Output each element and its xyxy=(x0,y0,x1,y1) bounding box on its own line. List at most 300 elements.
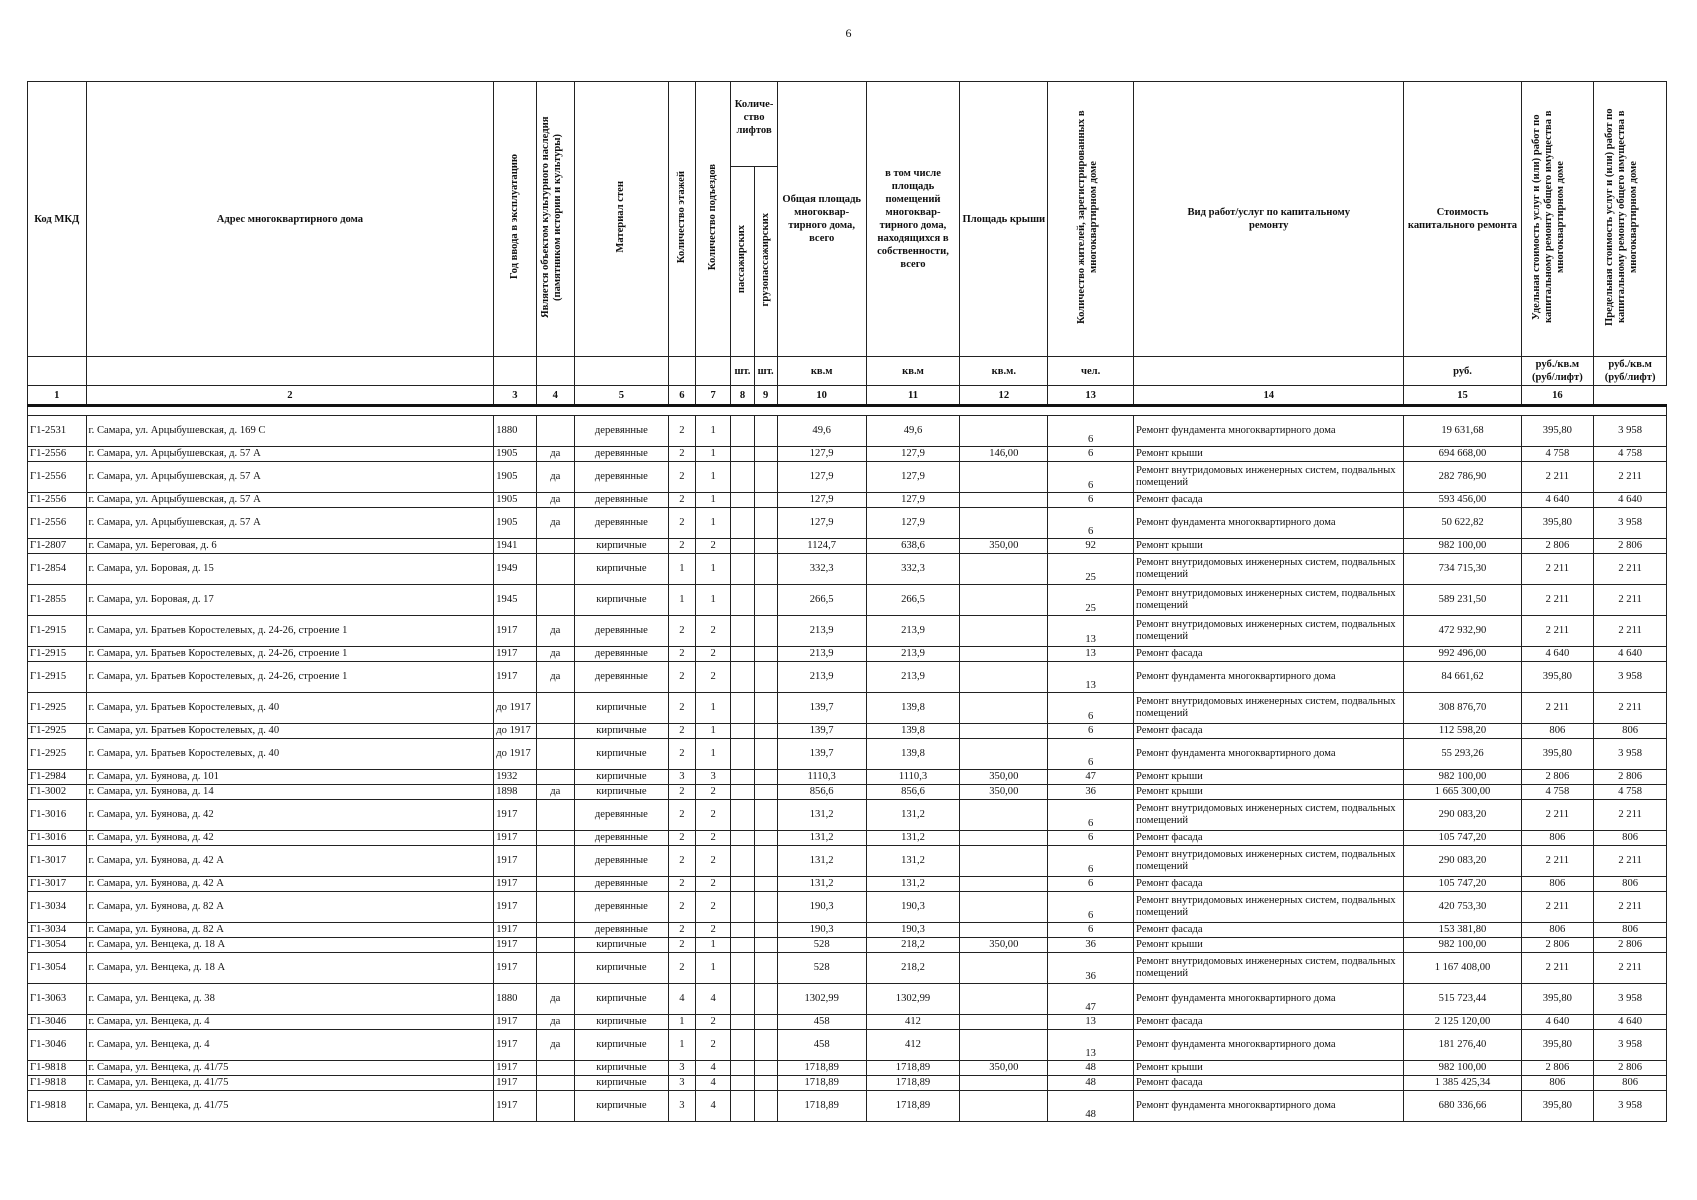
cell-material: кирпичные xyxy=(574,539,668,554)
header-roof-area: Площадь крыши xyxy=(960,82,1048,357)
cell-heritage: да xyxy=(536,493,574,508)
cell-unit-cost: 2 211 xyxy=(1521,585,1594,616)
cell-roof-area: 350,00 xyxy=(960,1061,1048,1076)
cell-lifts-cargo xyxy=(754,938,777,953)
cell-cost: 290 083,20 xyxy=(1404,800,1521,831)
cell-material: деревянные xyxy=(574,416,668,447)
cell-material: кирпичные xyxy=(574,770,668,785)
cell-code: Г1-2556 xyxy=(28,493,87,508)
cell-floors: 2 xyxy=(668,953,695,984)
table-row xyxy=(28,462,1667,493)
cell-code: Г1-2854 xyxy=(28,554,87,585)
cell-owned-area: 412 xyxy=(866,1030,960,1061)
cell-unit-cost: 4 640 xyxy=(1521,1015,1594,1030)
cell-total-area: 131,2 xyxy=(777,846,866,877)
column-number: 7 xyxy=(696,386,731,406)
column-number: 1 xyxy=(28,386,87,406)
column-number: 12 xyxy=(960,386,1048,406)
cell-lifts-cargo xyxy=(754,1091,777,1122)
cell-code: Г1-9818 xyxy=(28,1076,87,1091)
cell-lifts-pass xyxy=(731,938,754,953)
cell-max-cost: 2 211 xyxy=(1594,846,1667,877)
cell-residents: 6 xyxy=(1048,447,1134,462)
cell-lifts-cargo xyxy=(754,785,777,800)
cell-residents: 6 xyxy=(1048,462,1134,493)
header-year: Год ввода в эксплуатацию xyxy=(508,154,520,280)
cell-year: 1917 xyxy=(494,616,536,647)
cell-address: г. Самара, ул. Венцека, д. 4 xyxy=(86,1030,494,1061)
cell-total-area: 1718,89 xyxy=(777,1076,866,1091)
header-cost: Стоимость капитального ремонта xyxy=(1404,82,1521,357)
column-number: 2 xyxy=(86,386,494,406)
cell-material: кирпичные xyxy=(574,984,668,1015)
cell-year: 1917 xyxy=(494,647,536,662)
cell-floors: 2 xyxy=(668,923,695,938)
cell-cost: 472 932,90 xyxy=(1404,616,1521,647)
cell-max-cost: 2 806 xyxy=(1594,938,1667,953)
cell-roof-area xyxy=(960,877,1048,892)
cell-owned-area: 127,9 xyxy=(866,447,960,462)
cell-year: 1917 xyxy=(494,800,536,831)
cell-address: г. Самара, ул. Братьев Коростелевых, д. 24-26, строение 1 xyxy=(86,647,494,662)
cell-lifts-pass xyxy=(731,831,754,846)
cell-heritage xyxy=(536,1091,574,1122)
cell-entrances: 4 xyxy=(696,984,731,1015)
cell-owned-area: 127,9 xyxy=(866,493,960,508)
table-row xyxy=(28,616,1667,647)
cell-entrances: 2 xyxy=(696,662,731,693)
cell-unit-cost: 2 211 xyxy=(1521,462,1594,493)
cell-lifts-cargo xyxy=(754,508,777,539)
cell-lifts-pass xyxy=(731,616,754,647)
cell-max-cost: 2 211 xyxy=(1594,953,1667,984)
cell-total-area: 213,9 xyxy=(777,662,866,693)
table-row xyxy=(28,539,1667,554)
cell-code: Г1-3054 xyxy=(28,938,87,953)
cell-residents: 13 xyxy=(1048,662,1134,693)
cell-residents: 48 xyxy=(1048,1076,1134,1091)
cell-lifts-pass xyxy=(731,447,754,462)
cell-unit-cost: 806 xyxy=(1521,877,1594,892)
cell-unit-cost: 806 xyxy=(1521,1076,1594,1091)
cell-owned-area: 139,8 xyxy=(866,739,960,770)
unit-lifts-pass: шт. xyxy=(731,357,754,386)
cell-heritage: да xyxy=(536,1030,574,1061)
cell-work: Ремонт внутридомовых инженерных систем, подвальных помещений xyxy=(1134,892,1404,923)
cell-entrances: 1 xyxy=(696,585,731,616)
cell-floors: 2 xyxy=(668,785,695,800)
cell-lifts-cargo xyxy=(754,1061,777,1076)
cell-year: 1917 xyxy=(494,831,536,846)
table-body xyxy=(28,406,1667,1122)
cell-year: 1917 xyxy=(494,877,536,892)
cell-heritage xyxy=(536,554,574,585)
cell-cost: 1 167 408,00 xyxy=(1404,953,1521,984)
cell-lifts-pass xyxy=(731,693,754,724)
cell-year: 1905 xyxy=(494,508,536,539)
cell-cost: 515 723,44 xyxy=(1404,984,1521,1015)
cell-cost: 84 661,62 xyxy=(1404,662,1521,693)
cell-year: 1917 xyxy=(494,1061,536,1076)
cell-heritage: да xyxy=(536,447,574,462)
cell-roof-area xyxy=(960,846,1048,877)
cell-total-area: 127,9 xyxy=(777,462,866,493)
cell-address: г. Самара, ул. Братьев Коростелевых, д. 24-26, строение 1 xyxy=(86,662,494,693)
cell-roof-area: 146,00 xyxy=(960,447,1048,462)
cell-cost: 680 336,66 xyxy=(1404,1091,1521,1122)
cell-address: г. Самара, ул. Братьев Коростелевых, д. 40 xyxy=(86,693,494,724)
cell-residents: 13 xyxy=(1048,616,1134,647)
cell-max-cost: 2 211 xyxy=(1594,554,1667,585)
cell-owned-area: 1302,99 xyxy=(866,984,960,1015)
cell-unit-cost: 395,80 xyxy=(1521,984,1594,1015)
cell-lifts-cargo xyxy=(754,416,777,447)
cell-lifts-pass xyxy=(731,662,754,693)
cell-unit-cost: 806 xyxy=(1521,831,1594,846)
cell-entrances: 2 xyxy=(696,785,731,800)
cell-work: Ремонт фасада xyxy=(1134,493,1404,508)
cell-address: г. Самара, ул. Венцека, д. 4 xyxy=(86,1015,494,1030)
cell-entrances: 1 xyxy=(696,724,731,739)
cell-roof-area xyxy=(960,508,1048,539)
cell-lifts-pass xyxy=(731,493,754,508)
cell-year: 1880 xyxy=(494,416,536,447)
cell-heritage: да xyxy=(536,647,574,662)
cell-residents: 6 xyxy=(1048,846,1134,877)
column-number: 8 xyxy=(731,386,754,406)
cell-lifts-pass xyxy=(731,647,754,662)
cell-lifts-pass xyxy=(731,539,754,554)
header-lifts: Количе-ство лифтов xyxy=(731,82,777,167)
page-number: 6 xyxy=(845,26,852,40)
table-row xyxy=(28,416,1667,447)
cell-roof-area xyxy=(960,1076,1048,1091)
cell-address: г. Самара, ул. Венцека, д. 41/75 xyxy=(86,1061,494,1076)
cell-code: Г1-2556 xyxy=(28,447,87,462)
cell-entrances: 2 xyxy=(696,616,731,647)
cell-owned-area: 190,3 xyxy=(866,892,960,923)
cell-address: г. Самара, ул. Боровая, д. 17 xyxy=(86,585,494,616)
cell-heritage xyxy=(536,846,574,877)
cell-roof-area xyxy=(960,1030,1048,1061)
cell-material: деревянные xyxy=(574,462,668,493)
cell-floors: 3 xyxy=(668,1076,695,1091)
cell-roof-area xyxy=(960,647,1048,662)
cell-floors: 2 xyxy=(668,447,695,462)
cell-residents: 6 xyxy=(1048,800,1134,831)
cell-year: 1932 xyxy=(494,770,536,785)
header-address: Адрес многоквартирного дома xyxy=(86,82,494,357)
cell-cost: 1 385 425,34 xyxy=(1404,1076,1521,1091)
cell-address: г. Самара, ул. Буянова, д. 82 А xyxy=(86,923,494,938)
cell-code: Г1-2915 xyxy=(28,616,87,647)
cell-work: Ремонт фундамента многоквартирного дома xyxy=(1134,1091,1404,1122)
unit-unit-cost: руб./кв.м (руб/лифт) xyxy=(1521,357,1594,386)
cell-address: г. Самара, ул. Венцека, д. 41/75 xyxy=(86,1076,494,1091)
cell-year: 1917 xyxy=(494,1076,536,1091)
cell-lifts-cargo xyxy=(754,1030,777,1061)
cell-lifts-pass xyxy=(731,785,754,800)
cell-floors: 2 xyxy=(668,938,695,953)
cell-work: Ремонт фасада xyxy=(1134,1076,1404,1091)
cell-entrances: 1 xyxy=(696,508,731,539)
cell-code: Г1-2556 xyxy=(28,508,87,539)
cell-lifts-pass xyxy=(731,846,754,877)
cell-material: кирпичные xyxy=(574,1061,668,1076)
cell-roof-area xyxy=(960,462,1048,493)
cell-heritage: да xyxy=(536,984,574,1015)
cell-heritage xyxy=(536,770,574,785)
cell-material: деревянные xyxy=(574,846,668,877)
cell-entrances: 2 xyxy=(696,539,731,554)
cell-heritage xyxy=(536,877,574,892)
cell-material: кирпичные xyxy=(574,1091,668,1122)
cell-unit-cost: 395,80 xyxy=(1521,508,1594,539)
cell-material: кирпичные xyxy=(574,585,668,616)
cell-address: г. Самара, ул. Буянова, д. 42 xyxy=(86,800,494,831)
cell-work: Ремонт крыши xyxy=(1134,447,1404,462)
cell-material: кирпичные xyxy=(574,554,668,585)
table-row xyxy=(28,662,1667,693)
cell-total-area: 1302,99 xyxy=(777,984,866,1015)
cell-cost: 2 125 120,00 xyxy=(1404,1015,1521,1030)
cell-unit-cost: 4 640 xyxy=(1521,647,1594,662)
cell-total-area: 266,5 xyxy=(777,585,866,616)
cell-material: деревянные xyxy=(574,447,668,462)
unit-residents: чел. xyxy=(1048,357,1134,386)
cell-material: кирпичные xyxy=(574,693,668,724)
cell-owned-area: 131,2 xyxy=(866,846,960,877)
cell-heritage xyxy=(536,739,574,770)
cell-residents: 13 xyxy=(1048,1030,1134,1061)
cell-total-area: 528 xyxy=(777,953,866,984)
cell-total-area: 458 xyxy=(777,1015,866,1030)
column-number: 3 xyxy=(494,386,536,406)
cell-owned-area: 856,6 xyxy=(866,785,960,800)
cell-owned-area: 213,9 xyxy=(866,616,960,647)
cell-entrances: 2 xyxy=(696,877,731,892)
cell-year: 1917 xyxy=(494,1030,536,1061)
cell-residents: 6 xyxy=(1048,739,1134,770)
cell-owned-area: 127,9 xyxy=(866,462,960,493)
cell-lifts-cargo xyxy=(754,1076,777,1091)
cell-residents: 13 xyxy=(1048,1015,1134,1030)
cell-cost: 694 668,00 xyxy=(1404,447,1521,462)
cell-max-cost: 2 211 xyxy=(1594,462,1667,493)
column-number: 6 xyxy=(668,386,695,406)
cell-heritage: да xyxy=(536,785,574,800)
column-number: 11 xyxy=(866,386,960,406)
cell-material: деревянные xyxy=(574,508,668,539)
cell-work: Ремонт крыши xyxy=(1134,938,1404,953)
cell-owned-area: 49,6 xyxy=(866,416,960,447)
cell-lifts-cargo xyxy=(754,462,777,493)
cell-lifts-pass xyxy=(731,800,754,831)
cell-year: 1917 xyxy=(494,923,536,938)
cell-lifts-cargo xyxy=(754,984,777,1015)
cell-lifts-cargo xyxy=(754,953,777,984)
cell-unit-cost: 4 640 xyxy=(1521,493,1594,508)
cell-address: г. Самара, ул. Буянова, д. 42 А xyxy=(86,846,494,877)
cell-lifts-cargo xyxy=(754,662,777,693)
cell-work: Ремонт внутридомовых инженерных систем, подвальных помещений xyxy=(1134,693,1404,724)
cell-max-cost: 3 958 xyxy=(1594,739,1667,770)
table-row xyxy=(28,1030,1667,1061)
cell-cost: 181 276,40 xyxy=(1404,1030,1521,1061)
cell-total-area: 127,9 xyxy=(777,447,866,462)
cell-material: кирпичные xyxy=(574,1030,668,1061)
table-row xyxy=(28,508,1667,539)
cell-work: Ремонт внутридомовых инженерных систем, подвальных помещений xyxy=(1134,846,1404,877)
cell-material: деревянные xyxy=(574,616,668,647)
cell-heritage xyxy=(536,539,574,554)
cell-floors: 3 xyxy=(668,1091,695,1122)
cell-code: Г1-3046 xyxy=(28,1015,87,1030)
cell-heritage xyxy=(536,416,574,447)
cell-owned-area: 1718,89 xyxy=(866,1076,960,1091)
cell-cost: 982 100,00 xyxy=(1404,539,1521,554)
cell-lifts-pass xyxy=(731,1091,754,1122)
cell-material: кирпичные xyxy=(574,724,668,739)
table-row xyxy=(28,846,1667,877)
cell-max-cost: 2 806 xyxy=(1594,1061,1667,1076)
cell-roof-area xyxy=(960,662,1048,693)
cell-lifts-pass xyxy=(731,953,754,984)
cell-unit-cost: 2 211 xyxy=(1521,892,1594,923)
cell-work: Ремонт внутридомовых инженерных систем, подвальных помещений xyxy=(1134,462,1404,493)
cell-roof-area xyxy=(960,724,1048,739)
cell-total-area: 1718,89 xyxy=(777,1091,866,1122)
cell-material: деревянные xyxy=(574,662,668,693)
cell-total-area: 213,9 xyxy=(777,616,866,647)
cell-work: Ремонт внутридомовых инженерных систем, подвальных помещений xyxy=(1134,616,1404,647)
cell-total-area: 458 xyxy=(777,1030,866,1061)
cell-material: кирпичные xyxy=(574,739,668,770)
cell-max-cost: 806 xyxy=(1594,923,1667,938)
cell-floors: 2 xyxy=(668,739,695,770)
table-row xyxy=(28,493,1667,508)
cell-max-cost: 4 758 xyxy=(1594,447,1667,462)
cell-residents: 6 xyxy=(1048,508,1134,539)
cell-address: г. Самара, ул. Братьев Коростелевых, д. 40 xyxy=(86,724,494,739)
cell-lifts-pass xyxy=(731,770,754,785)
cell-material: деревянные xyxy=(574,647,668,662)
cell-work: Ремонт внутридомовых инженерных систем, подвальных помещений xyxy=(1134,800,1404,831)
cell-floors: 1 xyxy=(668,585,695,616)
cell-cost: 153 381,80 xyxy=(1404,923,1521,938)
cell-material: кирпичные xyxy=(574,953,668,984)
cell-unit-cost: 2 211 xyxy=(1521,846,1594,877)
cell-floors: 2 xyxy=(668,508,695,539)
cell-cost: 992 496,00 xyxy=(1404,647,1521,662)
cell-cost: 982 100,00 xyxy=(1404,770,1521,785)
cell-address: г. Самара, ул. Боровая, д. 15 xyxy=(86,554,494,585)
cell-total-area: 127,9 xyxy=(777,508,866,539)
cell-floors: 2 xyxy=(668,493,695,508)
cell-entrances: 4 xyxy=(696,1061,731,1076)
table-row xyxy=(28,1061,1667,1076)
cell-lifts-pass xyxy=(731,724,754,739)
header-max-cost: Предельная стоимость услуг и (или) работ по капитальному ремонту общего имущества в многоквартирном доме xyxy=(1604,108,1640,326)
table-row xyxy=(28,1076,1667,1091)
cell-unit-cost: 395,80 xyxy=(1521,1091,1594,1122)
cell-year: 1905 xyxy=(494,493,536,508)
cell-roof-area xyxy=(960,493,1048,508)
cell-residents: 6 xyxy=(1048,877,1134,892)
cell-heritage xyxy=(536,831,574,846)
cell-roof-area xyxy=(960,1015,1048,1030)
cell-roof-area xyxy=(960,554,1048,585)
cell-address: г. Самара, ул. Венцека, д. 41/75 xyxy=(86,1091,494,1122)
table-row xyxy=(28,877,1667,892)
cell-unit-cost: 2 211 xyxy=(1521,554,1594,585)
cell-unit-cost: 2 211 xyxy=(1521,953,1594,984)
header-floors: Количество этажей xyxy=(675,170,687,264)
cell-residents: 48 xyxy=(1048,1091,1134,1122)
table-row xyxy=(28,938,1667,953)
cell-residents: 25 xyxy=(1048,554,1134,585)
cell-address: г. Самара, ул. Венцека, д. 18 А xyxy=(86,938,494,953)
cell-code: Г1-9818 xyxy=(28,1061,87,1076)
cell-lifts-pass xyxy=(731,892,754,923)
cell-year: 1898 xyxy=(494,785,536,800)
cell-entrances: 2 xyxy=(696,923,731,938)
cell-floors: 2 xyxy=(668,616,695,647)
table-row xyxy=(28,785,1667,800)
table-row xyxy=(28,693,1667,724)
cell-max-cost: 4 640 xyxy=(1594,1015,1667,1030)
cell-residents: 6 xyxy=(1048,892,1134,923)
cell-entrances: 4 xyxy=(696,1076,731,1091)
cell-entrances: 2 xyxy=(696,846,731,877)
cell-roof-area xyxy=(960,953,1048,984)
cell-entrances: 2 xyxy=(696,1030,731,1061)
cell-cost: 19 631,68 xyxy=(1404,416,1521,447)
cell-lifts-pass xyxy=(731,923,754,938)
cell-entrances: 2 xyxy=(696,647,731,662)
cell-unit-cost: 2 806 xyxy=(1521,770,1594,785)
cell-lifts-cargo xyxy=(754,846,777,877)
cell-lifts-pass xyxy=(731,462,754,493)
cell-total-area: 1110,3 xyxy=(777,770,866,785)
cell-year: 1917 xyxy=(494,846,536,877)
cell-work: Ремонт внутридомовых инженерных систем, подвальных помещений xyxy=(1134,953,1404,984)
cell-heritage xyxy=(536,1061,574,1076)
cell-heritage xyxy=(536,693,574,724)
cell-heritage xyxy=(536,953,574,984)
cell-residents: 6 xyxy=(1048,416,1134,447)
cell-year: 1945 xyxy=(494,585,536,616)
cell-code: Г1-2925 xyxy=(28,724,87,739)
cell-max-cost: 3 958 xyxy=(1594,416,1667,447)
cell-cost: 55 293,26 xyxy=(1404,739,1521,770)
column-number: 13 xyxy=(1048,386,1134,406)
cell-lifts-cargo xyxy=(754,877,777,892)
cell-lifts-pass xyxy=(731,1015,754,1030)
cell-entrances: 2 xyxy=(696,1015,731,1030)
cell-code: Г1-2556 xyxy=(28,462,87,493)
cell-work: Ремонт крыши xyxy=(1134,1061,1404,1076)
cell-floors: 1 xyxy=(668,554,695,585)
cell-lifts-pass xyxy=(731,1030,754,1061)
cell-roof-area xyxy=(960,416,1048,447)
cell-floors: 2 xyxy=(668,800,695,831)
header-code: Код МКД xyxy=(28,82,87,357)
cell-heritage: да xyxy=(536,508,574,539)
table-row xyxy=(28,585,1667,616)
cell-owned-area: 1110,3 xyxy=(866,770,960,785)
cell-year: 1941 xyxy=(494,539,536,554)
